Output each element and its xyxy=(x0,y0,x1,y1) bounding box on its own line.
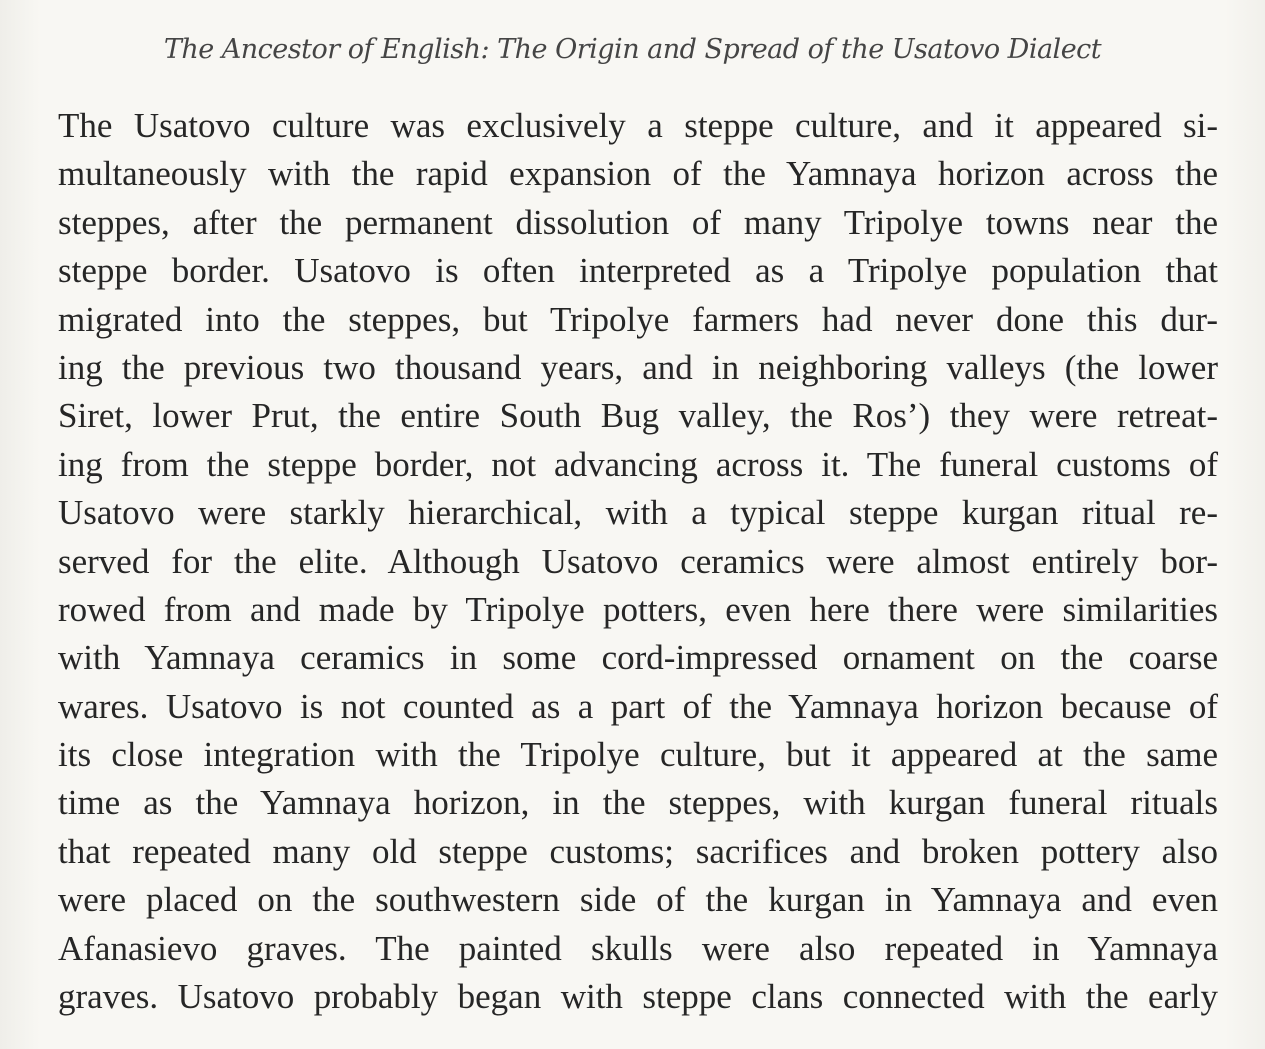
text-line: graves. Usatovo probably began with steppe clans connected with the early xyxy=(58,977,1218,1017)
text-line: served for the elite. Although Usatovo ceramics were almost entirely bor- xyxy=(58,541,1218,581)
body-paragraph xyxy=(58,102,1218,1021)
text-line: Usatovo were starkly hierarchical, with a typical steppe kurgan ritual re- xyxy=(58,493,1218,533)
text-line: its close integration with the Tripolye culture, but it appeared at the same xyxy=(58,735,1218,775)
text-line: were placed on the southwestern side of the kurgan in Yamnaya and even xyxy=(58,880,1218,920)
text-line: steppes, after the permanent dissolution of many Tripolye towns near the xyxy=(58,202,1218,242)
running-head: The Ancestor of English: The Origin and Spread of the Usatovo Dialect xyxy=(163,34,1102,65)
text-line: Afanasievo graves. The painted skulls were also repeated in Yamnaya xyxy=(58,928,1218,968)
text-line: wares. Usatovo is not counted as a part of the Yamnaya horizon because of xyxy=(58,686,1218,726)
text-line: steppe border. Usatovo is often interpreted as a Tripolye population that xyxy=(58,251,1218,291)
text-line: multaneously with the rapid expansion of the Yamnaya horizon across the xyxy=(58,154,1218,194)
text-line: Siret, lower Prut, the entire South Bug valley, the Ros’) they were retreat- xyxy=(58,396,1218,436)
text-line: rowed from and made by Tripolye potters, even here there were similarities xyxy=(58,589,1218,629)
text-line: migrated into the steppes, but Tripolye farmers had never done this dur- xyxy=(58,299,1218,339)
text-line: time as the Yamnaya horizon, in the steppes, with kurgan funeral rituals xyxy=(58,783,1218,823)
text-line: that repeated many old steppe customs; sacrifices and broken pottery also xyxy=(58,831,1218,871)
text-line: with Yamnaya ceramics in some cord-impressed ornament on the coarse xyxy=(58,638,1218,678)
text-line: The Usatovo culture was exclusively a steppe culture, and it appeared si- xyxy=(58,106,1218,145)
text-line: ing from the steppe border, not advancing across it. The funeral customs of xyxy=(58,444,1218,484)
text-line: ing the previous two thousand years, and in neighboring valleys (the lower xyxy=(58,347,1218,387)
